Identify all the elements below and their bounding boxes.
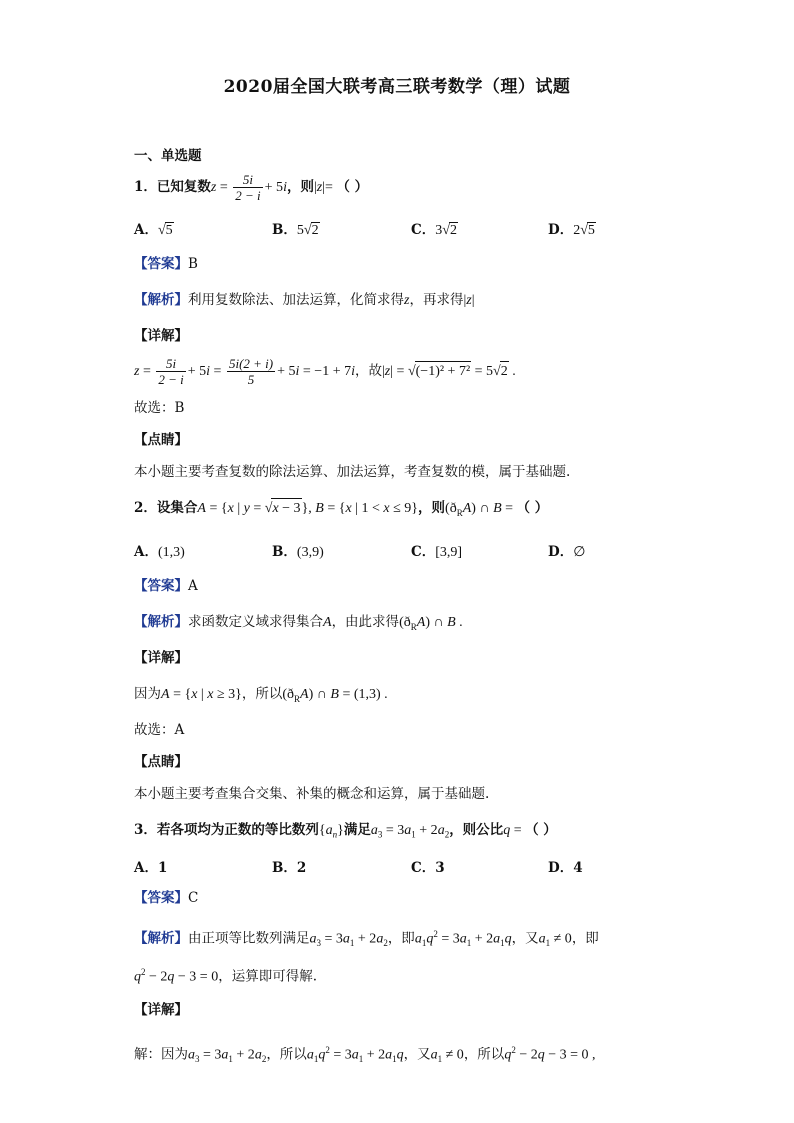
q3-option-c: C．3: [411, 860, 445, 876]
q2-analysis: 【解析】求函数定义域求得集合A，由此求得$(ð_RA)$ ∩ B .: [134, 614, 463, 632]
q2-stem: 2．设集合A = {x | y = √x − 3}, B = {x | 1 < x ≤ 9}，则$(ð_RA)$ ∩ B = （ ）: [134, 500, 549, 518]
q2-detail-label: 【详解】: [134, 650, 188, 666]
q1-stem-suffix: ，则: [286, 179, 314, 195]
q2-option-a: A．(1,3): [134, 544, 185, 560]
answer-label: 【答案】: [134, 256, 188, 272]
q2-detail-text: 因为A = {x | x ≥ 3}，所以$(ð_RA)$ ∩ B = (1,3) .: [134, 686, 388, 704]
q2-option-c: C．[3,9]: [411, 544, 463, 560]
q1-choice: 故选：B: [134, 400, 185, 416]
q3-analysis: 【解析】由正项等比数列满足$a_3 = 3a_1 + 2a_2$，即$a_1q^2 = 3a_1 + 2a_1q$，又$a_1 \ne 0$，即: [134, 929, 599, 949]
q1-stem-end: （ ）: [336, 179, 369, 195]
q2-option-b: B．(3,9): [272, 544, 324, 560]
q2-option-d: D．∅: [548, 544, 586, 560]
q1-option-d: D．2√5: [548, 222, 595, 238]
q3-answer: 【答案】C: [134, 890, 199, 906]
q3-detail-text: 解：因为$a_3 = 3a_1 + 2a_2$，所以$a_1q^2 = 3a_1 + 2a_1q$，又$a_1 \ne 0$，所以$q^2 - 2q - 3 = 0$ ,: [134, 1045, 596, 1065]
q1-option-a: A．√5: [134, 222, 173, 238]
q1-stem: 1．已知复数z = $\frac{5i}{2 - i}$ + 5i，则|z|= （ ）: [134, 172, 369, 203]
q2-choice: 故选：A: [134, 722, 185, 738]
q3-option-a: A．1: [134, 860, 168, 876]
q1-analysis: 【解析】利用复数除法、加法运算，化简求得z，再求得|z|: [134, 292, 475, 308]
section-heading: 一、单选题: [134, 148, 202, 164]
q1-option-b: B．5√2: [272, 222, 319, 238]
q3-analysis-line2: $q^2 - 2q - 3 = 0$，运算即可得解.: [134, 967, 317, 985]
q1-detail-label: 【详解】: [134, 328, 188, 344]
q3-option-d: D．4: [548, 860, 583, 876]
q1-comment-text: 本小题主要考查复数的除法运算、加法运算，考查复数的模，属于基础题.: [134, 464, 571, 480]
q1-answer: 【答案】B: [134, 256, 198, 272]
q1-comment-label: 【点睛】: [134, 432, 188, 448]
q1-option-c: C．3√2: [411, 222, 457, 238]
q2-answer: 【答案】A: [134, 578, 198, 594]
page-title: 2020届全国大联考高三联考数学（理）试题: [223, 77, 571, 97]
q1-stem-prefix: 1．已知复数: [134, 179, 211, 195]
q1-detail-formula: z = $\frac{5i}{2 - i}$ + 5i = $\frac{5i(2 + i)}{5}$ + 5i = −1 + 7i，故|z| = √(−1)² + 7² = 5√2 .: [134, 356, 516, 387]
q3-stem: 3．若各项均为正数的等比数列$\{a_n\}$满足$a_3 = 3a_1 + 2a_2$，则公比q = （ ）: [134, 822, 557, 840]
q3-option-b: B．2: [272, 860, 307, 876]
q2-comment-label: 【点睛】: [134, 754, 188, 770]
q2-comment-text: 本小题主要考查集合交集、补集的概念和运算，属于基础题.: [134, 786, 490, 802]
q3-detail-label: 【详解】: [134, 1002, 188, 1018]
